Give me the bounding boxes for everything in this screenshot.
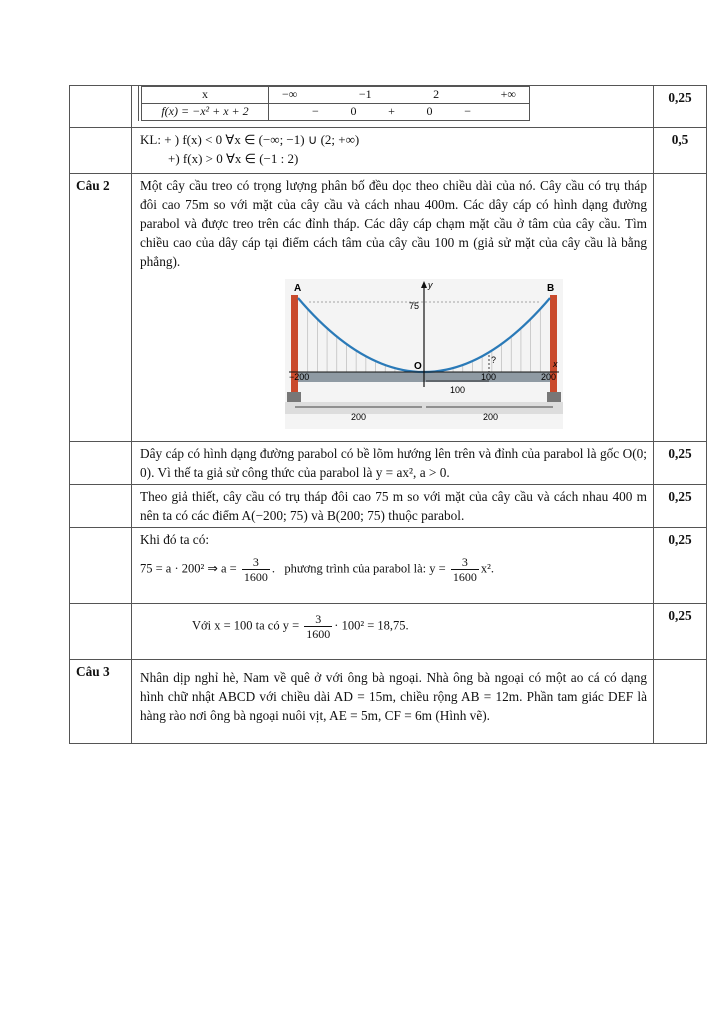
label-question: ? [491,355,497,365]
question-label: Câu 2 [70,174,132,442]
question-cell-empty [70,442,132,485]
sign-table-f-head: f(x) = −x² + x + 2 [142,104,269,121]
x-val: 2 [433,87,440,101]
label-y: y [428,280,433,290]
x-val: −∞ [282,87,298,101]
score: 0,25 [654,442,707,485]
step-3-intro: Khi đó ta có: [140,532,210,547]
sign-val: 0 [426,104,433,118]
x-val: −1 [358,87,372,101]
label-O: O [414,361,422,372]
sign-val: − [312,104,319,118]
score: 0,25 [654,528,707,604]
question-cell-empty [70,528,132,604]
problem-3-text: Nhân dịp nghỉ hè, Nam về quê ở với ông bà ngoại. Nhà ông bà ngoại có một ao cá có dạng hình chữ nhật ABCD với chiều dài AD = 15m, chiều rộng AB = 12m. Phần tam giác DEF là hàng rào nơi ông bà ngoại nuôi vịt, AE = 5m, CF = 6m (Hình vẽ). [132,660,654,744]
fraction: $\frac{3}{1600}$ [306,612,331,641]
label-A: A [294,283,302,294]
tick-200: 200 [541,372,557,382]
question-cell-empty [70,604,132,660]
score: 0,5 [654,128,707,174]
sign-val: − [464,104,471,118]
conclusion-cell [132,128,654,174]
score: 0,25 [654,604,707,660]
step-4-cell [132,604,654,660]
problem-cell [132,174,654,442]
question-cell-empty [70,485,132,528]
step-3-cell [132,528,654,604]
conclusion-line-2: +) f(x) > 0 ∀x ∈ (−1 : 2) [168,151,299,166]
step-1-text: Dây cáp có hình dạng đường parabol có bề lõm hướng lên trên và đỉnh của parabol là gốc O(0; 0). Vì thế ta giả sử công thức của parabol là y = ax², a > 0. [132,442,654,485]
step-3-equation: 75 = a · 200² ⇒ a = $\frac{3}{1600}$ . phương trình của parabol là: y = $\frac{3}{1600}$ x². [140,555,494,584]
score: 0,25 [654,86,707,128]
question-cell-empty [70,128,132,174]
score-empty [654,660,707,744]
step-4-post: · 100² = 18,75. [334,618,409,633]
step-3-eq-left: 75 = a · 200² ⇒ a = [140,561,237,576]
sign-table-cell [132,86,654,128]
tick-neg200: −200 [289,372,310,382]
dim-100: 100 [450,385,466,395]
step-3-mid: phương trình của parabol là: y = [284,561,446,576]
fraction: $\frac{3}{1600}$ [243,555,268,584]
step-4-pre: Với x = 100 ta có y = [192,618,300,633]
question-cell-empty [70,86,132,128]
label-75: 75 [409,301,420,311]
problem-text: Một cây cầu treo có trọng lượng phân bố đều dọc theo chiều dài của nó. Cây cầu có trụ tháp đôi cao 75m so với mặt của cây cầu và cách nhau 400m. Các dây cáp có hình dạng đường parabol và được treo trên các đỉnh tháp. Các dây cáp chạm mặt cầu ở tâm của cây cầu. Tìm chiều cao của dây cáp tại điểm cách tâm của cây cầu 100 m (giả sử mặt của cây cầu là bằng phẳng). [140,178,647,269]
dim-200-left: 200 [351,412,367,422]
label-B: B [547,283,555,294]
sign-val: 0 [350,104,357,118]
dim-200-right: 200 [483,412,499,422]
tick-100: 100 [481,372,497,382]
step-2-text: Theo giả thiết, cây cầu có trụ tháp đôi cao 75 m so với mặt của cây cầu và cách nhau 400 m nên ta có các điểm A(−200; 75) và B(200; 75) thuộc parabol. [132,485,654,528]
step-3-tail: x². [480,561,494,576]
x-val: +∞ [500,87,516,101]
label-x: x [553,359,558,369]
sign-table [141,86,530,121]
score: 0,25 [654,485,707,528]
sign-table-x-head: x [142,87,269,104]
fraction: $\frac{3}{1600}$ [452,555,477,584]
question-label: Câu 3 [70,660,132,744]
conclusion-line-1: KL: + ) f(x) < 0 ∀x ∈ (−∞; −1) ∪ (2; +∞) [140,132,360,147]
sign-val: + [388,104,395,118]
sign-table-x-values [269,87,530,104]
step-4-equation [192,612,647,641]
bridge-figure [285,279,563,429]
score-empty [654,174,707,442]
sign-table-f-values [269,104,530,121]
answer-table [69,85,707,744]
